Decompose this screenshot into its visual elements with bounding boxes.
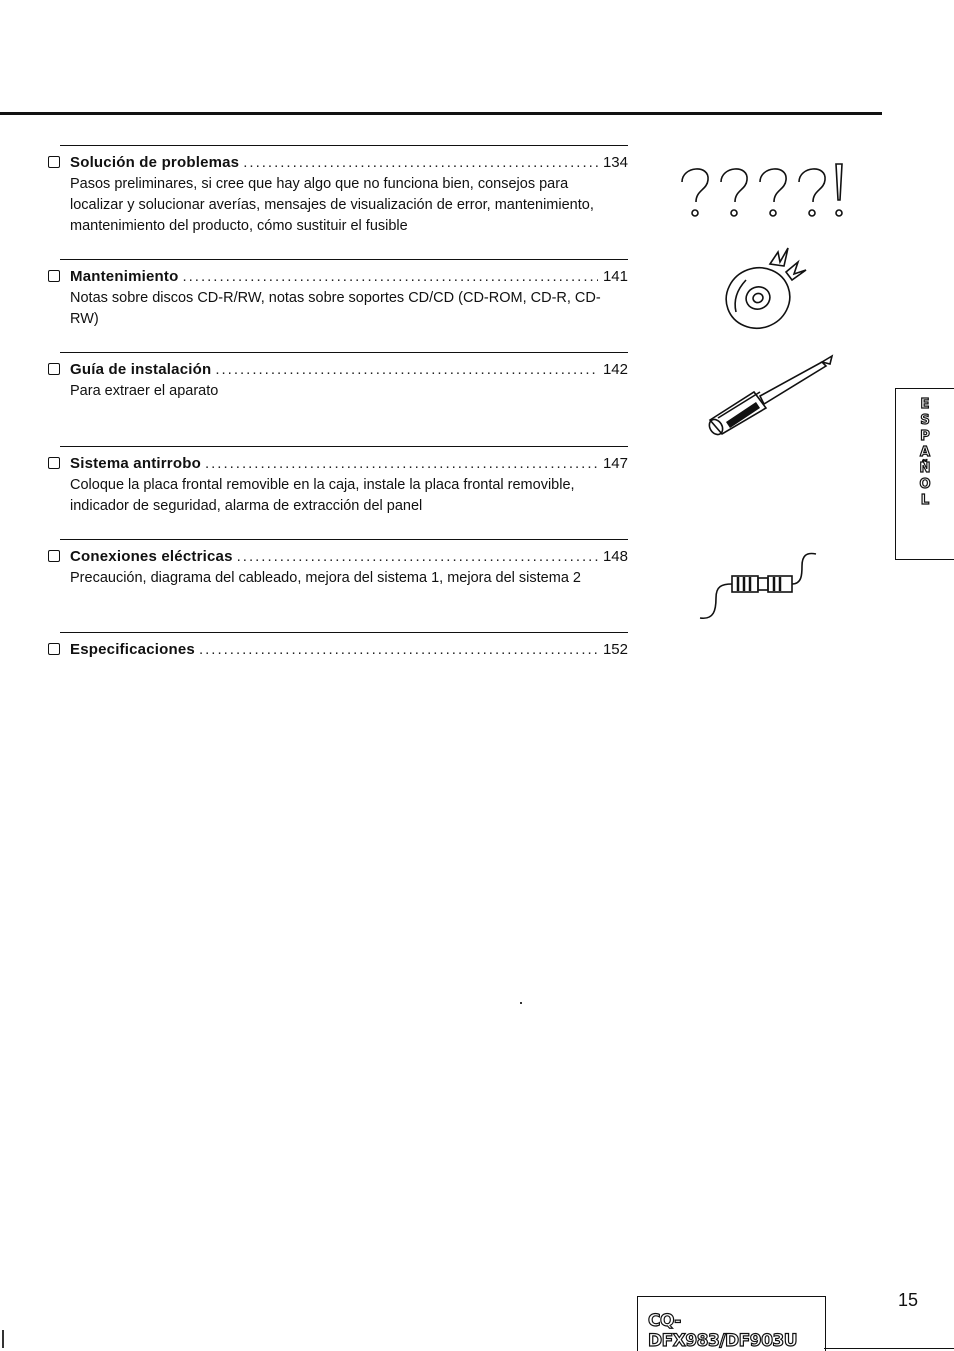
entry-title[interactable]: Sistema antirrobo (70, 455, 201, 472)
leader-dots (199, 641, 598, 659)
top-rule (0, 112, 882, 115)
leader-dots (182, 268, 598, 286)
model-name: CQ-DFX983/DF903U (648, 1311, 798, 1351)
bottom-rule (824, 1348, 954, 1349)
tab-letter: E (920, 397, 930, 412)
entry-title[interactable]: Guía de instalación (70, 361, 212, 378)
entry-description: Coloque la placa frontal removible en la caja, instale la placa frontal removible, indicador de seguridad, alarma de extracción del panel (70, 477, 575, 514)
entry-description: Para extraer el aparato (70, 383, 219, 399)
toc-entry-installation[interactable] (48, 352, 628, 402)
entry-rule (60, 145, 628, 146)
tab-letter: Ñ (919, 461, 931, 476)
tab-letter: A (919, 445, 931, 460)
tab-letter: L (920, 493, 930, 508)
entry-description: Pasos preliminares, si cree que hay algo que no funciona bien, consejos para localizar y solucionar averías, mensajes de visualización de error, mantenimiento, mantenimiento del producto, cómo sustituir el fusible (70, 176, 594, 234)
checkbox-icon (48, 457, 60, 469)
scan-speck (520, 1002, 522, 1004)
checkbox-icon (48, 156, 60, 168)
entry-page: 142 (602, 361, 628, 378)
entry-page: 134 (602, 154, 628, 171)
toc-entry-specifications[interactable] (48, 632, 628, 659)
page-number: 15 (898, 1290, 919, 1310)
scan-speck (2, 1330, 4, 1348)
entry-title[interactable]: Solución de problemas (70, 154, 240, 171)
entry-rule (60, 352, 628, 353)
leader-dots (237, 548, 598, 566)
entry-title[interactable]: Especificaciones (70, 641, 195, 658)
tab-letter: S (920, 413, 930, 428)
toc-entry-maintenance[interactable] (48, 259, 628, 330)
screwdriver-icon (704, 352, 838, 438)
language-tab-letters (916, 397, 934, 509)
model-label-box (637, 1296, 826, 1351)
entry-rule (60, 259, 628, 260)
entry-page: 147 (602, 455, 628, 472)
checkbox-icon (48, 363, 60, 375)
leader-dots (205, 455, 598, 473)
checkbox-icon (48, 270, 60, 282)
entry-title[interactable]: Conexiones eléctricas (70, 548, 233, 565)
toc-entry-antitheft[interactable] (48, 446, 628, 517)
entry-page: 141 (602, 268, 628, 285)
entry-page: 152 (602, 641, 628, 658)
toc-entry-troubleshooting[interactable] (48, 145, 628, 237)
leader-dots (215, 361, 598, 379)
entry-rule (60, 632, 628, 633)
entry-description: Precaución, diagrama del cableado, mejora del sistema 1, mejora del sistema 2 (70, 570, 581, 586)
checkbox-icon (48, 550, 60, 562)
tab-letter: O (919, 477, 931, 492)
question-marks-icon (676, 160, 856, 222)
leader-dots (243, 154, 598, 172)
language-tab[interactable] (895, 388, 954, 560)
entry-title[interactable]: Mantenimiento (70, 268, 179, 285)
entry-rule (60, 539, 628, 540)
tab-letter: P (920, 429, 930, 444)
disc-icon (718, 240, 814, 336)
entry-rule (60, 446, 628, 447)
entry-description: Notas sobre discos CD-R/RW, notas sobre soportes CD/CD (CD-ROM, CD-R, CD-RW) (70, 290, 601, 327)
cable-icon (698, 548, 822, 622)
checkbox-icon (48, 643, 60, 655)
entry-page: 148 (602, 548, 628, 565)
toc-entry-connections[interactable] (48, 539, 628, 589)
